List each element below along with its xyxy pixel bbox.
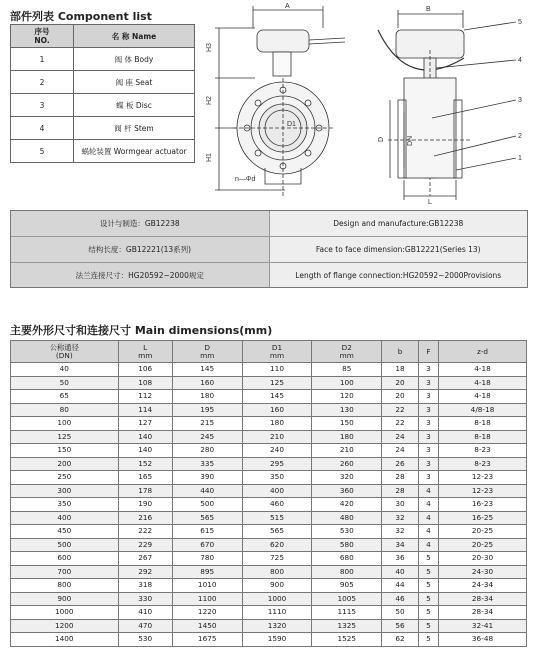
table-cell: 670 <box>172 538 242 552</box>
table-row <box>11 471 527 485</box>
table-cell: 700 <box>11 565 119 579</box>
table-cell: 40 <box>11 363 119 377</box>
table-cell: 3 <box>418 444 438 458</box>
table-cell: 24-34 <box>439 579 527 593</box>
standard-en: Design and manufacture:GB12238 <box>270 211 528 236</box>
table-cell: 565 <box>242 525 312 539</box>
table-row <box>11 498 527 512</box>
table-cell: 150 <box>312 417 382 431</box>
table-cell: 46 <box>382 592 419 606</box>
table-cell: 160 <box>172 376 242 390</box>
column-header-unit: mm <box>200 350 215 360</box>
callout-4: 4 <box>518 57 522 64</box>
table-cell: 460 <box>242 498 312 512</box>
table-cell: 32-41 <box>439 619 527 633</box>
table-cell: 36-48 <box>439 633 527 647</box>
table-cell: 530 <box>312 525 382 539</box>
table-row <box>11 417 527 431</box>
table-row <box>11 444 527 458</box>
table-cell: 4/8-18 <box>439 403 527 417</box>
table-row <box>11 376 527 390</box>
table-cell: 300 <box>11 484 119 498</box>
table-cell: 292 <box>118 565 172 579</box>
table-cell: 470 <box>118 619 172 633</box>
column-header-label: b <box>397 346 403 356</box>
table-cell: 65 <box>11 390 119 404</box>
table-cell: 36 <box>382 552 419 566</box>
table-cell: 1110 <box>242 606 312 620</box>
table-cell: 895 <box>172 565 242 579</box>
table-cell: 125 <box>242 376 312 390</box>
table-cell: 127 <box>118 417 172 431</box>
table-cell: 1010 <box>172 579 242 593</box>
component-row <box>11 117 195 140</box>
column-header-label: D <box>204 342 211 352</box>
table-cell: 1400 <box>11 633 119 647</box>
component-no: 5 <box>11 140 74 163</box>
component-name: 蜗轮装置 Wormgear actuator <box>74 140 195 163</box>
dimension-column-header <box>312 341 382 363</box>
table-row <box>11 606 527 620</box>
table-cell: 108 <box>118 376 172 390</box>
table-cell: 3 <box>418 403 438 417</box>
table-cell: 4 <box>418 498 438 512</box>
table-cell: 8-23 <box>439 444 527 458</box>
table-cell: 250 <box>11 471 119 485</box>
table-cell: 100 <box>312 376 382 390</box>
component-row <box>11 71 195 94</box>
table-cell: 4-18 <box>439 376 527 390</box>
column-header-label: D2 <box>341 342 352 352</box>
column-header-label: 公称通径 <box>49 342 79 352</box>
table-cell: 5 <box>418 619 438 633</box>
table-cell: 4 <box>418 525 438 539</box>
table-cell: 22 <box>382 417 419 431</box>
column-header-unit: mm <box>138 350 153 360</box>
dimension-column-header <box>118 341 172 363</box>
table-cell: 20 <box>382 376 419 390</box>
standard-row <box>11 211 527 237</box>
table-cell: 1320 <box>242 619 312 633</box>
table-cell: 900 <box>242 579 312 593</box>
standard-en: Length of flange connection:HG20592~2000Provisions <box>270 263 528 287</box>
table-cell: 1450 <box>172 619 242 633</box>
table-cell: 62 <box>382 633 419 647</box>
table-cell: 22 <box>382 403 419 417</box>
component-row <box>11 48 195 71</box>
column-header-unit: mm <box>339 350 354 360</box>
table-cell: 4 <box>418 511 438 525</box>
column-header-label: L <box>143 342 148 352</box>
table-cell: 24 <box>382 444 419 458</box>
table-cell: 114 <box>118 403 172 417</box>
label-d1: D1 <box>287 121 296 128</box>
table-cell: 4 <box>418 484 438 498</box>
table-row <box>11 430 527 444</box>
table-cell: 580 <box>312 538 382 552</box>
standard-cn: 设计与制造：GB12238 <box>11 211 270 236</box>
table-cell: 360 <box>312 484 382 498</box>
dimension-column-header <box>11 341 119 363</box>
table-cell: 800 <box>242 565 312 579</box>
table-cell: 20 <box>382 390 419 404</box>
table-cell: 210 <box>312 444 382 458</box>
dimension-column-header <box>172 341 242 363</box>
component-name: 蝶 板 Disc <box>74 94 195 117</box>
table-row <box>11 390 527 404</box>
table-cell: 1115 <box>312 606 382 620</box>
standards-block <box>10 210 528 288</box>
table-cell: 515 <box>242 511 312 525</box>
table-cell: 160 <box>242 403 312 417</box>
table-cell: 12-23 <box>439 484 527 498</box>
table-cell: 3 <box>418 471 438 485</box>
table-cell: 1000 <box>242 592 312 606</box>
table-cell: 5 <box>418 633 438 647</box>
standard-row <box>11 237 527 263</box>
header-no-cn: 序号 <box>34 27 50 36</box>
dimensions-title: 主要外形尺寸和连接尺寸 Main dimensions(mm) <box>10 324 273 337</box>
table-cell: 800 <box>11 579 119 593</box>
table-cell: 85 <box>312 363 382 377</box>
table-cell: 1590 <box>242 633 312 647</box>
component-no: 2 <box>11 71 74 94</box>
table-cell: 680 <box>312 552 382 566</box>
dimension-column-header <box>242 341 312 363</box>
table-cell: 106 <box>118 363 172 377</box>
table-cell: 140 <box>118 444 172 458</box>
table-cell: 1100 <box>172 592 242 606</box>
component-table <box>10 24 195 163</box>
component-no: 1 <box>11 48 74 71</box>
table-cell: 565 <box>172 511 242 525</box>
callout-1: 1 <box>518 155 522 162</box>
table-cell: 3 <box>418 457 438 471</box>
table-cell: 3 <box>418 376 438 390</box>
table-cell: 3 <box>418 417 438 431</box>
table-cell: 780 <box>172 552 242 566</box>
table-row <box>11 552 527 566</box>
table-cell: 4-18 <box>439 363 527 377</box>
label-d: D <box>378 136 385 142</box>
column-header-label: D1 <box>271 342 283 352</box>
table-cell: 180 <box>172 390 242 404</box>
table-cell: 56 <box>382 619 419 633</box>
table-row <box>11 592 527 606</box>
table-cell: 1525 <box>312 633 382 647</box>
table-cell: 500 <box>172 498 242 512</box>
table-cell: 3 <box>418 390 438 404</box>
table-cell: 8-18 <box>439 430 527 444</box>
table-cell: 80 <box>11 403 119 417</box>
table-cell: 480 <box>312 511 382 525</box>
label-bolts: n—Φd <box>235 176 256 183</box>
table-row <box>11 511 527 525</box>
table-cell: 28-34 <box>439 592 527 606</box>
table-cell: 32 <box>382 525 419 539</box>
table-cell: 34 <box>382 538 419 552</box>
table-cell: 30 <box>382 498 419 512</box>
table-cell: 28 <box>382 484 419 498</box>
table-cell: 40 <box>382 565 419 579</box>
component-row <box>11 94 195 117</box>
table-cell: 12-23 <box>439 471 527 485</box>
table-cell: 180 <box>242 417 312 431</box>
table-cell: 330 <box>118 592 172 606</box>
callout-2: 2 <box>518 133 522 140</box>
table-cell: 410 <box>118 606 172 620</box>
standard-cn: 法兰连接尺寸：HG20592~2000规定 <box>11 263 270 287</box>
standard-row <box>11 263 527 287</box>
table-cell: 5 <box>418 565 438 579</box>
table-cell: 1220 <box>172 606 242 620</box>
table-cell: 180 <box>312 430 382 444</box>
component-row <box>11 140 195 163</box>
table-row <box>11 633 527 647</box>
table-cell: 50 <box>382 606 419 620</box>
table-cell: 500 <box>11 538 119 552</box>
table-cell: 295 <box>242 457 312 471</box>
table-cell: 600 <box>11 552 119 566</box>
component-table-header <box>11 25 195 48</box>
table-cell: 318 <box>118 579 172 593</box>
table-cell: 178 <box>118 484 172 498</box>
component-list-title: 部件列表 Component list <box>10 10 152 23</box>
table-cell: 100 <box>11 417 119 431</box>
header-no-en: NO. <box>34 36 50 45</box>
table-cell: 16-25 <box>439 511 527 525</box>
table-cell: 210 <box>242 430 312 444</box>
table-row <box>11 525 527 539</box>
table-cell: 28-34 <box>439 606 527 620</box>
column-header-label: z-d <box>476 346 489 356</box>
table-cell: 195 <box>172 403 242 417</box>
valve-front-view-drawing <box>205 0 355 200</box>
table-cell: 24 <box>382 430 419 444</box>
label-a: A <box>285 3 290 10</box>
callout-5: 5 <box>518 19 522 26</box>
table-cell: 620 <box>242 538 312 552</box>
table-cell: 5 <box>418 579 438 593</box>
table-cell: 1675 <box>172 633 242 647</box>
table-cell: 3 <box>418 430 438 444</box>
table-cell: 26 <box>382 457 419 471</box>
table-row <box>11 363 527 377</box>
table-cell: 4-18 <box>439 390 527 404</box>
table-cell: 8-23 <box>439 457 527 471</box>
table-cell: 18 <box>382 363 419 377</box>
table-cell: 216 <box>118 511 172 525</box>
table-cell: 28 <box>382 471 419 485</box>
table-cell: 50 <box>11 376 119 390</box>
table-cell: 350 <box>11 498 119 512</box>
table-cell: 32 <box>382 511 419 525</box>
table-row <box>11 457 527 471</box>
table-row <box>11 619 527 633</box>
table-cell: 725 <box>242 552 312 566</box>
table-cell: 260 <box>312 457 382 471</box>
table-cell: 24-30 <box>439 565 527 579</box>
table-cell: 20-25 <box>439 525 527 539</box>
component-name: 阀 体 Body <box>74 48 195 71</box>
table-cell: 450 <box>11 525 119 539</box>
table-cell: 440 <box>172 484 242 498</box>
callout-3: 3 <box>518 97 522 104</box>
table-row <box>11 579 527 593</box>
component-no-header <box>11 25 74 48</box>
table-cell: 20-25 <box>439 538 527 552</box>
table-cell: 335 <box>172 457 242 471</box>
table-row <box>11 565 527 579</box>
table-cell: 1325 <box>312 619 382 633</box>
table-cell: 5 <box>418 552 438 566</box>
table-cell: 245 <box>172 430 242 444</box>
table-cell: 5 <box>418 606 438 620</box>
table-cell: 140 <box>118 430 172 444</box>
table-cell: 120 <box>312 390 382 404</box>
component-no: 4 <box>11 117 74 140</box>
table-row <box>11 403 527 417</box>
dimension-column-header <box>418 341 438 363</box>
component-name: 阀 杆 Stem <box>74 117 195 140</box>
table-cell: 190 <box>118 498 172 512</box>
table-cell: 900 <box>11 592 119 606</box>
label-b: B <box>426 6 431 13</box>
table-cell: 20-30 <box>439 552 527 566</box>
label-h3: H3 <box>206 43 213 52</box>
component-name: 阀 座 Seat <box>74 71 195 94</box>
table-cell: 152 <box>118 457 172 471</box>
label-dn: DN <box>407 135 414 146</box>
table-cell: 215 <box>172 417 242 431</box>
table-cell: 280 <box>172 444 242 458</box>
label-h2: H2 <box>206 96 213 105</box>
standard-cn: 结构长度：GB12221(13系列) <box>11 237 270 262</box>
valve-side-view-drawing <box>368 0 533 205</box>
table-cell: 112 <box>118 390 172 404</box>
table-cell: 5 <box>418 592 438 606</box>
table-cell: 16-23 <box>439 498 527 512</box>
table-cell: 615 <box>172 525 242 539</box>
label-h1: H1 <box>206 153 213 162</box>
table-cell: 145 <box>242 390 312 404</box>
table-cell: 4 <box>418 538 438 552</box>
table-cell: 240 <box>242 444 312 458</box>
table-cell: 125 <box>11 430 119 444</box>
table-cell: 222 <box>118 525 172 539</box>
table-cell: 350 <box>242 471 312 485</box>
table-cell: 1200 <box>11 619 119 633</box>
dimension-column-header <box>439 341 527 363</box>
column-header-unit: mm <box>269 350 285 360</box>
component-name-header: 名 称 Name <box>74 25 195 48</box>
table-row <box>11 484 527 498</box>
column-header-unit: (DN) <box>55 350 73 360</box>
table-cell: 320 <box>312 471 382 485</box>
component-no: 3 <box>11 94 74 117</box>
table-cell: 267 <box>118 552 172 566</box>
table-cell: 400 <box>11 511 119 525</box>
table-cell: 905 <box>312 579 382 593</box>
table-cell: 150 <box>11 444 119 458</box>
table-row <box>11 538 527 552</box>
table-cell: 530 <box>118 633 172 647</box>
column-header-label: F <box>426 346 431 356</box>
standard-en: Face to face dimension:GB12221(Series 13) <box>270 237 528 262</box>
table-cell: 110 <box>242 363 312 377</box>
dimensions-table <box>10 340 527 647</box>
table-cell: 1005 <box>312 592 382 606</box>
table-cell: 165 <box>118 471 172 485</box>
table-cell: 800 <box>312 565 382 579</box>
table-cell: 44 <box>382 579 419 593</box>
table-cell: 400 <box>242 484 312 498</box>
table-cell: 200 <box>11 457 119 471</box>
table-cell: 390 <box>172 471 242 485</box>
table-cell: 145 <box>172 363 242 377</box>
table-cell: 8-18 <box>439 417 527 431</box>
table-cell: 3 <box>418 363 438 377</box>
table-cell: 420 <box>312 498 382 512</box>
table-cell: 229 <box>118 538 172 552</box>
table-cell: 1000 <box>11 606 119 620</box>
table-cell: 130 <box>312 403 382 417</box>
dimension-column-header <box>382 341 419 363</box>
dimensions-header-row <box>11 341 527 363</box>
label-l: L <box>428 199 432 205</box>
